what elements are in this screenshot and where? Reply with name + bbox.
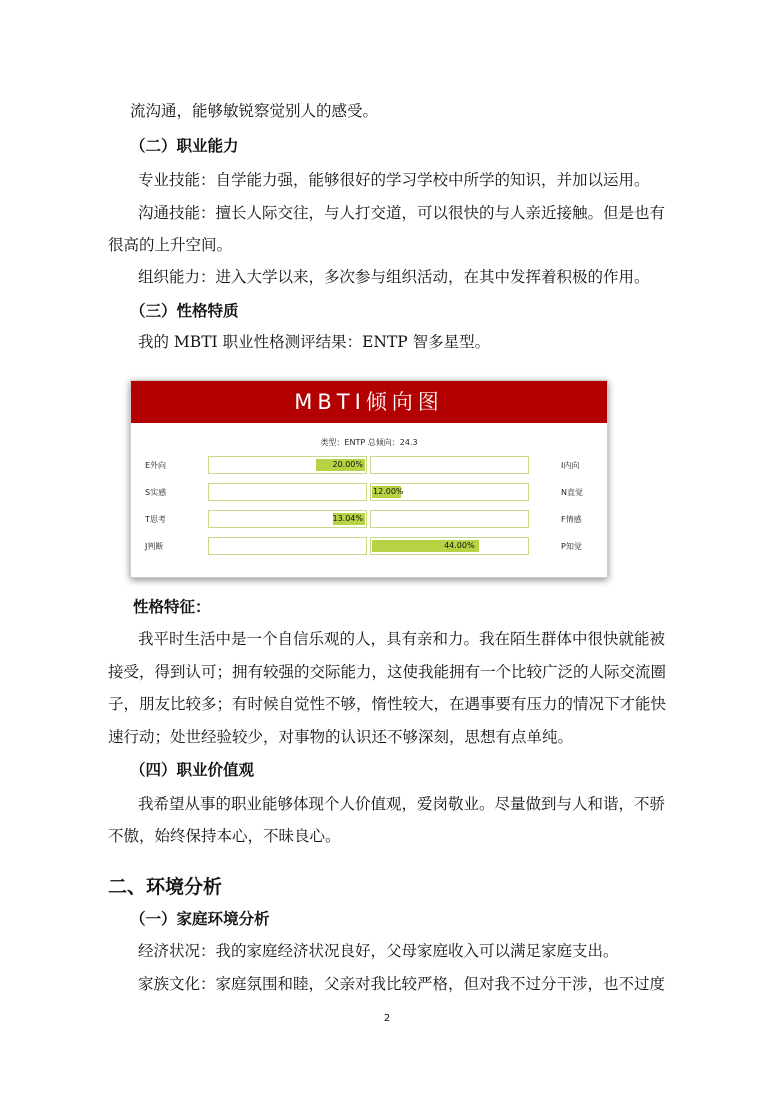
paragraph-line: 流沟通，能够敏锐察觉别人的感受。 xyxy=(130,102,379,120)
paragraph-organization: 组织能力：进入大学以来，多次参与组织活动，在其中发挥着积极的作用。 xyxy=(138,268,650,286)
mbti-right-label: N直觉 xyxy=(561,488,583,497)
mbti-bar-value: 12.00% xyxy=(373,487,404,496)
mbti-bar-track-left xyxy=(208,510,367,528)
mbti-bar-value: 13.04% xyxy=(332,514,363,523)
traits-heading: 性格特征： xyxy=(133,597,211,616)
paragraph-communication: 沟通技能：擅长人际交往，与人打交道，可以很快的与人亲近接触。但是也有 xyxy=(138,204,666,222)
paragraph-economy: 经济状况：我的家庭经济状况良好，父母家庭收入可以满足家庭支出。 xyxy=(138,942,619,960)
mbti-right-label: F情感 xyxy=(561,515,582,524)
mbti-bar-track-right xyxy=(370,483,529,501)
page-number: 2 xyxy=(383,1013,391,1024)
mbti-bar-track-left xyxy=(208,456,367,474)
mbti-bar-track-right xyxy=(370,510,529,528)
paragraph-values: 我希望从事的职业能够体现个人价值观，爱岗敬业。尽量做到与人和谐，不骄 xyxy=(138,795,666,813)
paragraph-communication-cont: 很高的上升空间。 xyxy=(108,236,233,254)
section-heading-values: （四）职业价值观 xyxy=(130,760,255,779)
chart-title: MBTI倾向图 xyxy=(131,381,607,423)
paragraph-values-cont: 不傲，始终保持本心，不昧良心。 xyxy=(108,827,341,845)
paragraph-family-culture: 家族文化：家庭氛围和睦，父亲对我比较严格，但对我不过分干涉，也不过度 xyxy=(138,975,666,993)
chapter-heading-environment: 二、环境分析 xyxy=(108,876,223,898)
mbti-right-label: I内向 xyxy=(561,461,580,470)
paragraph-mbti-result: 我的 MBTI 职业性格测评结果：ENTP 智多星型。 xyxy=(138,333,491,351)
chart-subtitle: 类型：ENTP 总倾向：24.3 xyxy=(320,438,418,447)
paragraph-traits-cont: 接受，得到认可；拥有较强的交际能力，这使我能拥有一个比较广泛的人际交流圈 xyxy=(108,663,667,681)
paragraph-traits-cont: 子，朋友比较多；有时候自觉性不够，惰性较大，在遇事要有压力的情况下才能快 xyxy=(108,695,667,713)
paragraph-traits: 我平时生活中是一个自信乐观的人，具有亲和力。我在陌生群体中很快就能被 xyxy=(138,630,666,648)
mbti-bar-track-left xyxy=(208,483,367,501)
mbti-bar-track-left xyxy=(208,537,367,555)
mbti-left-label: E外向 xyxy=(145,461,167,470)
mbti-left-label: S实感 xyxy=(145,488,167,497)
mbti-bar-track-right xyxy=(370,537,529,555)
mbti-bar-value: 44.00% xyxy=(444,541,475,550)
mbti-bar-value: 20.00% xyxy=(332,460,363,469)
mbti-left-label: J判断 xyxy=(145,542,164,551)
mbti-left-label: T思考 xyxy=(145,515,166,524)
mbti-bar-track-right xyxy=(370,456,529,474)
mbti-chart xyxy=(130,380,608,578)
section-heading-family: （一）家庭环境分析 xyxy=(130,909,270,928)
section-heading-ability: （二）职业能力 xyxy=(130,136,239,155)
section-heading-personality: （三）性格特质 xyxy=(130,301,239,320)
mbti-right-label: P知觉 xyxy=(561,542,582,551)
paragraph-skill: 专业技能：自学能力强，能够很好的学习学校中所学的知识，并加以运用。 xyxy=(138,171,650,189)
paragraph-traits-cont: 速行动；处世经验较少，对事物的认识还不够深刻，思想有点单纯。 xyxy=(108,728,574,746)
